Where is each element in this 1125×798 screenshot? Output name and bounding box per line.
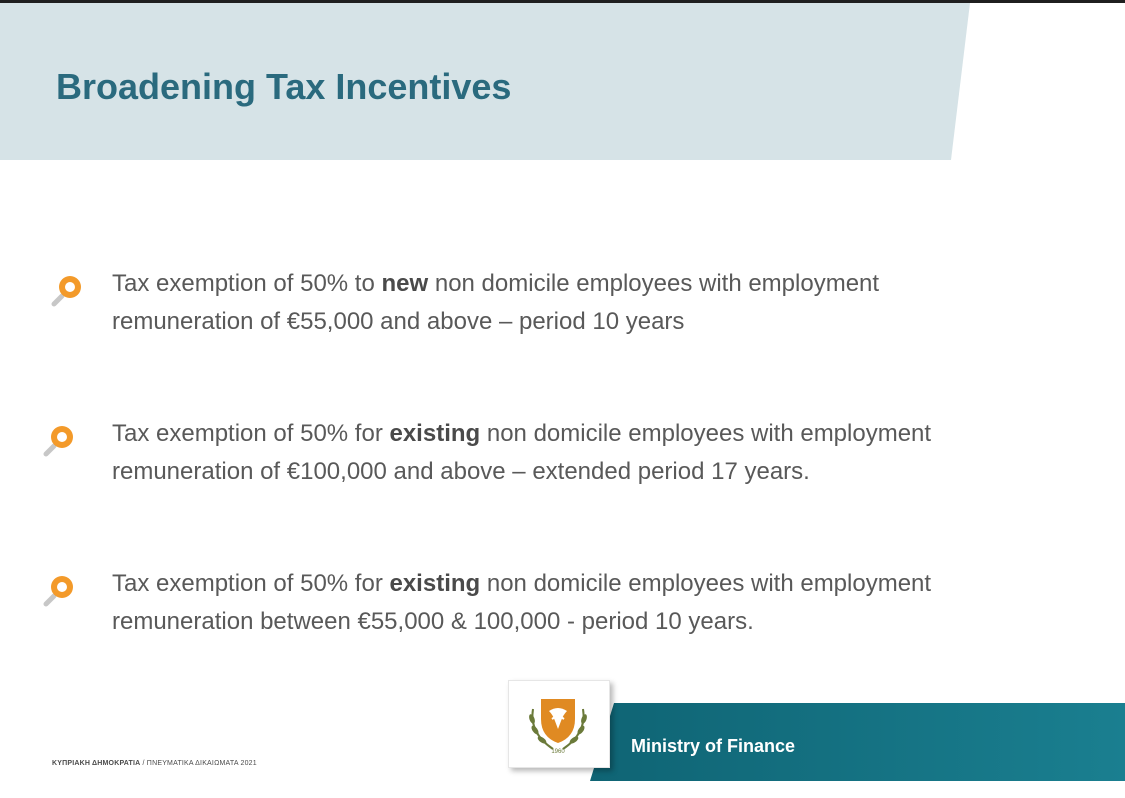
bullet-item [0,565,1125,645]
location-pin-icon [40,422,84,458]
top-rule [0,0,1125,3]
bullet-item [0,265,1125,345]
footer-org-name: ΚΥΠΡΙΑΚΗ ΔΗΜΟΚΡΑΤΙΑ [52,760,141,767]
bullet-text: Tax exemption of 50% for existing non domicile employees with employment remuneration between €55,000 & 100,000 - period 10 years. [112,570,932,635]
coat-of-arms-icon [519,689,597,759]
location-pin-icon [40,572,84,608]
bullet-item [0,415,1125,495]
location-pin-icon [48,272,92,308]
bullet-text: Tax exemption of 50% for existing non domicile employees with employment remuneration of €100,000 and above – extended period 17 years. [112,420,932,485]
emblem-card [508,680,610,768]
slide-title: Broadening Tax Incentives [56,66,512,107]
ministry-label: Ministry of Finance [631,736,796,756]
footer-copyright-text: / ΠΝΕΥΜΑΤΙΚΑ ΔΙΚΑΙΩΜΑΤΑ 2021 [140,760,257,767]
svg-text:1960: 1960 [551,749,565,755]
bullet-text: Tax exemption of 50% to new non domicile employees with employment remuneration of €55,000 and above – period 10 years [112,270,880,335]
footer-copyright [52,760,257,767]
